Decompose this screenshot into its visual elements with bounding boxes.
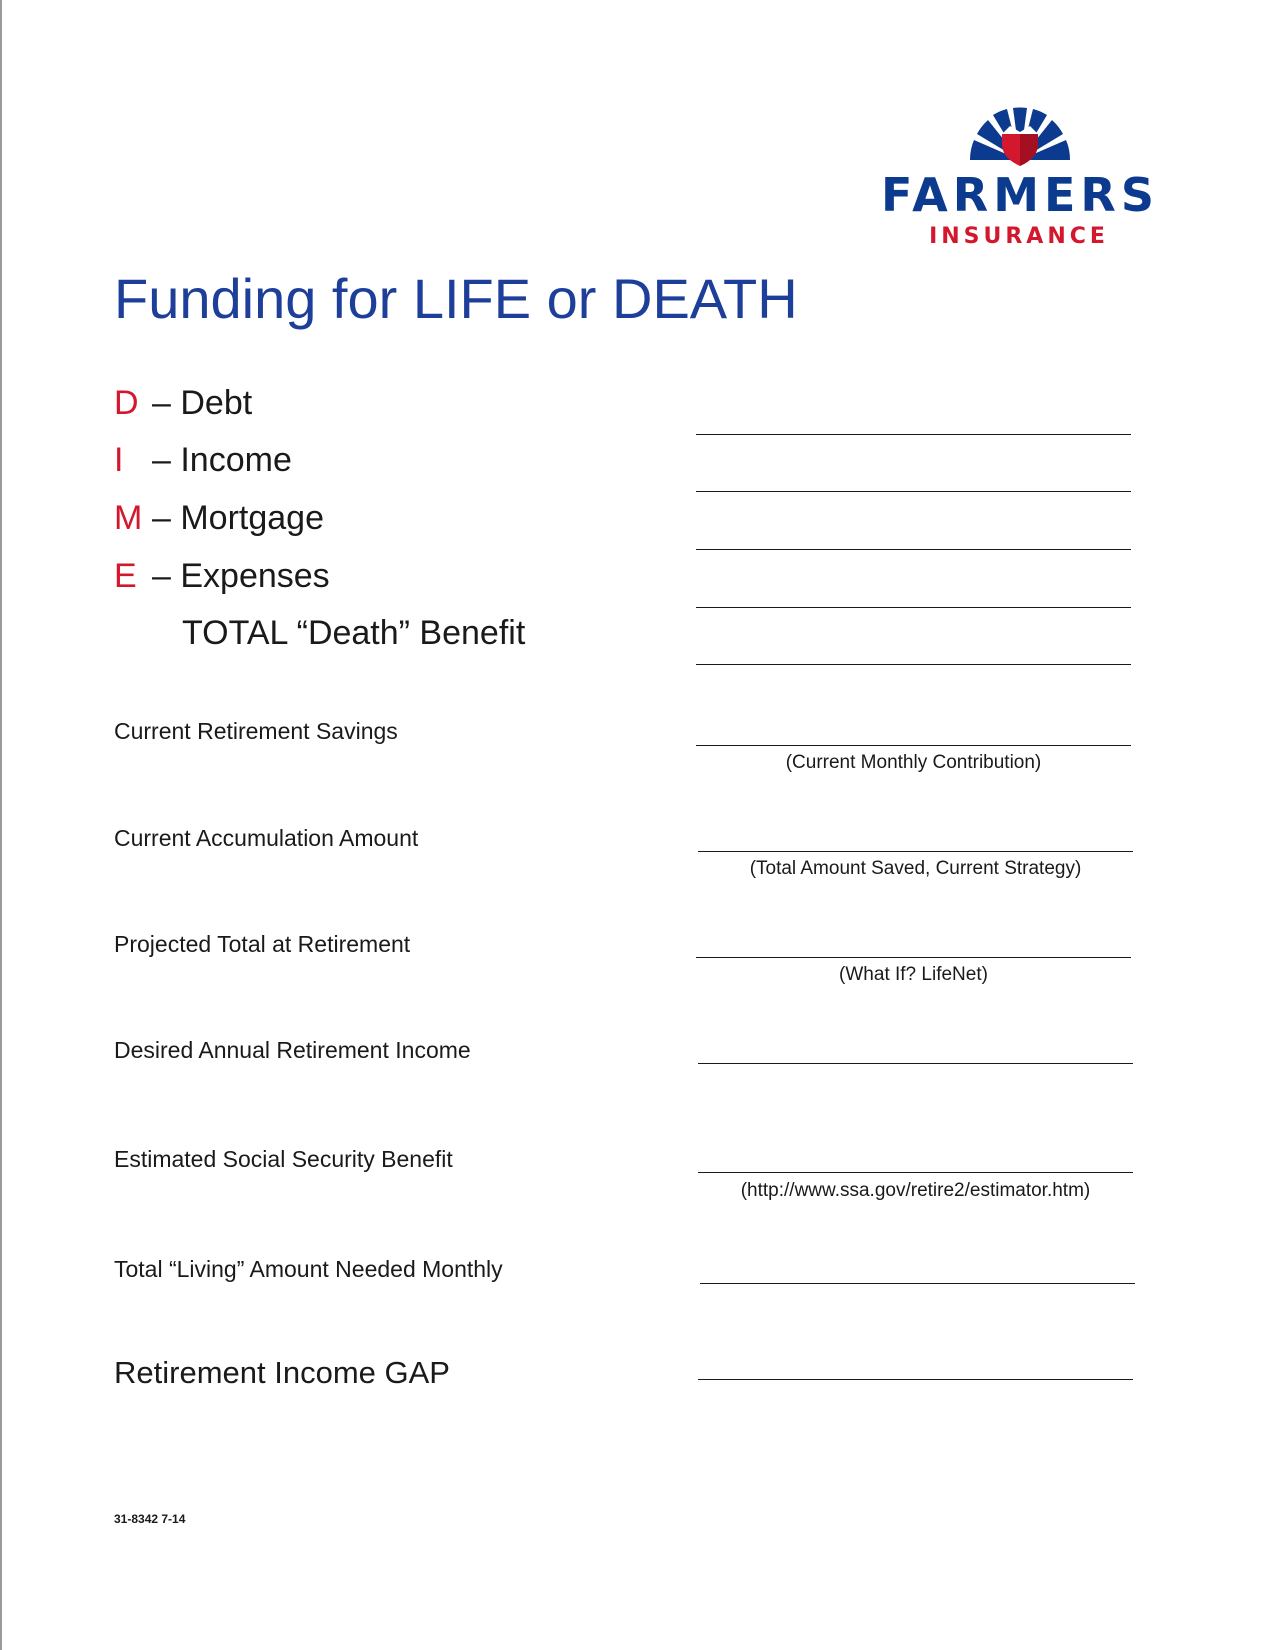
dime-row-income (114, 441, 1134, 485)
living-amount-label: Total “Living” Amount Needed Monthly (114, 1256, 503, 1282)
debt-answer-line[interactable] (696, 434, 1131, 435)
retirement-income-gap-answer-line[interactable] (698, 1379, 1133, 1380)
dime-letter: M (114, 499, 143, 537)
page-left-border (0, 0, 2, 1650)
current-accumulation-amount-note: (Total Amount Saved, Current Strategy) (749, 858, 1082, 879)
dime-letter: D (114, 384, 139, 422)
dime-letter: E (114, 557, 137, 595)
dime-label: – Expenses (152, 557, 330, 595)
dime-row-mortgage (114, 499, 1134, 543)
dime-label: – Income (152, 441, 292, 479)
social-security-answer-line[interactable] (698, 1172, 1133, 1173)
form-code: 31-8342 7-14 (114, 1512, 186, 1526)
logo-wordmark: FARMERS (881, 168, 1159, 222)
projected-total-answer-line[interactable] (696, 957, 1131, 958)
desired-annual-income-answer-line[interactable] (698, 1063, 1133, 1064)
current-retirement-savings-answer-line[interactable] (696, 745, 1131, 746)
retirement-income-gap-label: Retirement Income GAP (114, 1355, 450, 1390)
logo-subtext: INSURANCE (929, 224, 1109, 249)
page-title: Funding for LIFE or DEATH (114, 267, 798, 330)
dime-row-debt (114, 384, 1134, 428)
total-death-benefit-answer-line[interactable] (696, 664, 1131, 665)
current-retirement-savings-label: Current Retirement Savings (114, 718, 398, 744)
dime-label: – Mortgage (152, 499, 324, 537)
projected-total-note: (What If? LifeNet) (839, 964, 988, 985)
dime-row-total (114, 614, 1134, 658)
current-retirement-savings-note: (Current Monthly Contribution) (785, 752, 1042, 773)
mortgage-answer-line[interactable] (696, 549, 1131, 550)
living-amount-answer-line[interactable] (700, 1283, 1135, 1284)
dime-row-expenses (114, 557, 1134, 601)
desired-annual-income-label: Desired Annual Retirement Income (114, 1037, 471, 1063)
dime-label: – Debt (152, 384, 253, 422)
income-answer-line[interactable] (696, 491, 1131, 492)
projected-total-label: Projected Total at Retirement (114, 931, 411, 957)
shield-sunburst-icon (960, 100, 1080, 166)
current-accumulation-amount-answer-line[interactable] (698, 851, 1133, 852)
social-security-note: (http://www.ssa.gov/retire2/estimator.htm) (740, 1180, 1091, 1201)
social-security-label: Estimated Social Security Benefit (114, 1146, 453, 1172)
farmers-insurance-logo (880, 100, 1160, 250)
current-accumulation-amount-label: Current Accumulation Amount (114, 825, 419, 851)
total-death-benefit-label: TOTAL “Death” Benefit (182, 614, 526, 652)
expenses-answer-line[interactable] (696, 607, 1131, 608)
dime-letter: I (114, 441, 124, 479)
